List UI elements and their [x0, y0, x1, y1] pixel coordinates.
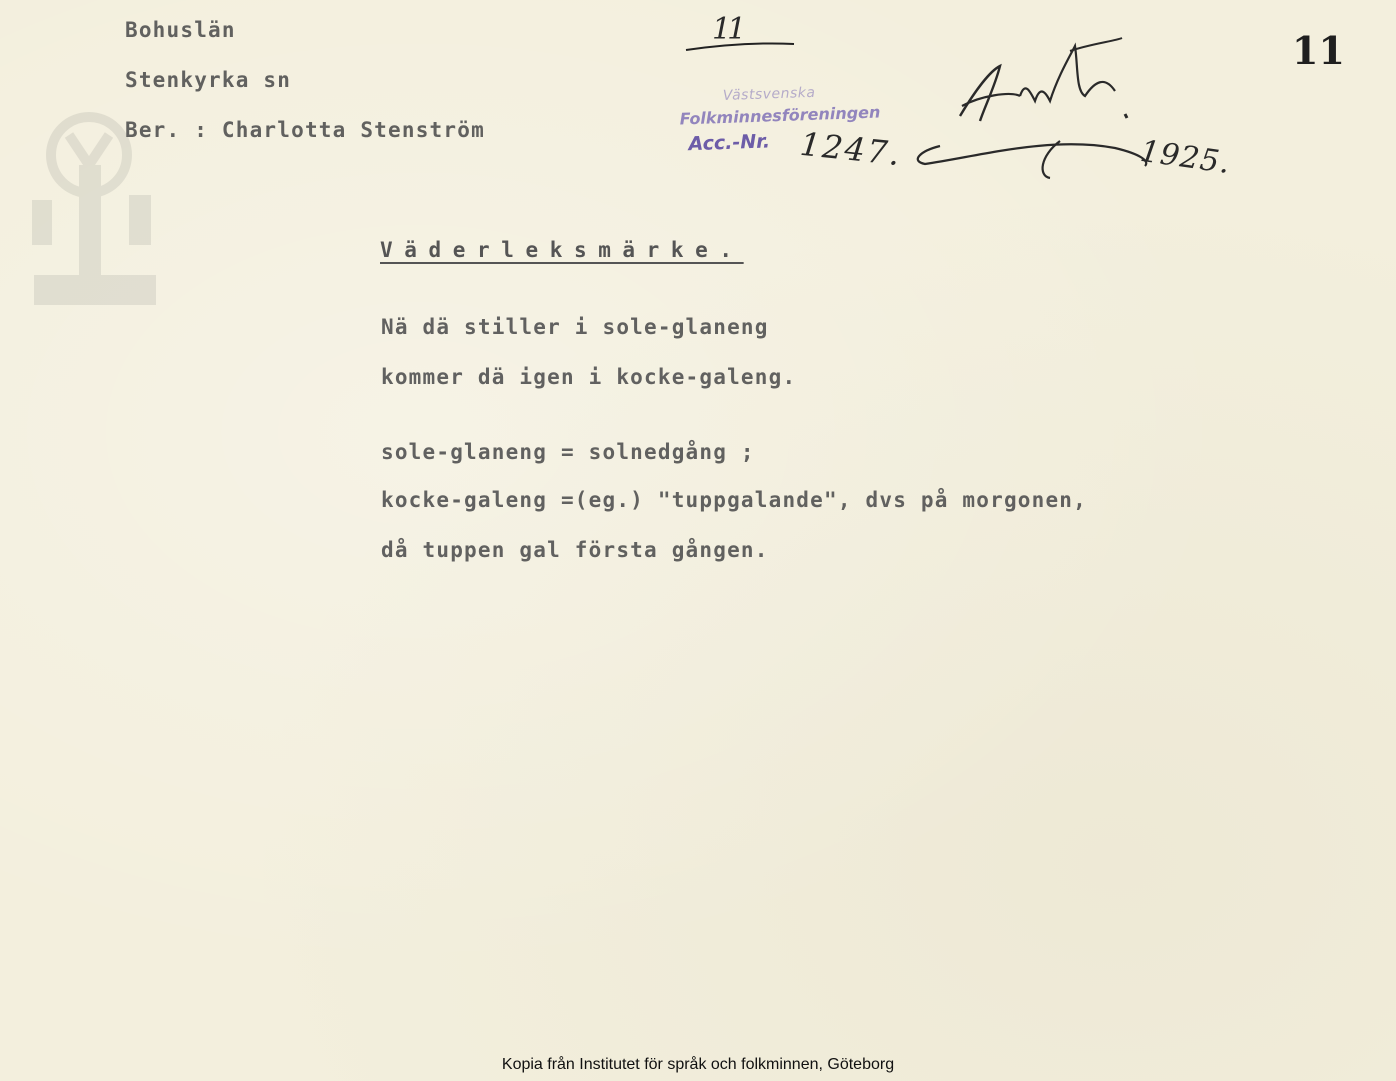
stamp-line-1: Västsvenska	[722, 84, 816, 105]
handwritten-year: 1925.	[1138, 133, 1233, 182]
verse-line-1: Nä dä stiller i sole-glaneng	[381, 315, 769, 339]
copy-footer: Kopia från Institutet för språk och folkminnen, Göteborg	[501, 1056, 895, 1073]
handwritten-signature	[900, 36, 1160, 186]
glossary-line-1: sole-glaneng = solnedgång ;	[381, 440, 755, 464]
province-label: Bohuslän	[125, 18, 236, 42]
handwritten-underline	[684, 38, 796, 54]
verse-line-2: kommer dä igen i kocke-galeng.	[381, 365, 797, 389]
glossary-line-3: då tuppen gal första gången.	[381, 538, 769, 562]
parish-label: Stenkyrka sn	[125, 68, 292, 92]
page-number: 11	[1292, 28, 1345, 73]
stamp-line-3: Acc.-Nr.	[688, 130, 771, 156]
handwritten-page-mark: 11	[712, 12, 743, 47]
document-heading: Väderleksmärke.	[380, 238, 744, 262]
stamp-line-2: Folkminnesföreningen	[679, 102, 881, 129]
informant-label: Ber. : Charlotta Stenström	[125, 118, 485, 142]
handwritten-accession-number: 1247.	[798, 124, 904, 174]
glossary-line-2: kocke-galeng =(eg.) "tuppgalande", dvs på morgonen,	[381, 488, 1087, 512]
